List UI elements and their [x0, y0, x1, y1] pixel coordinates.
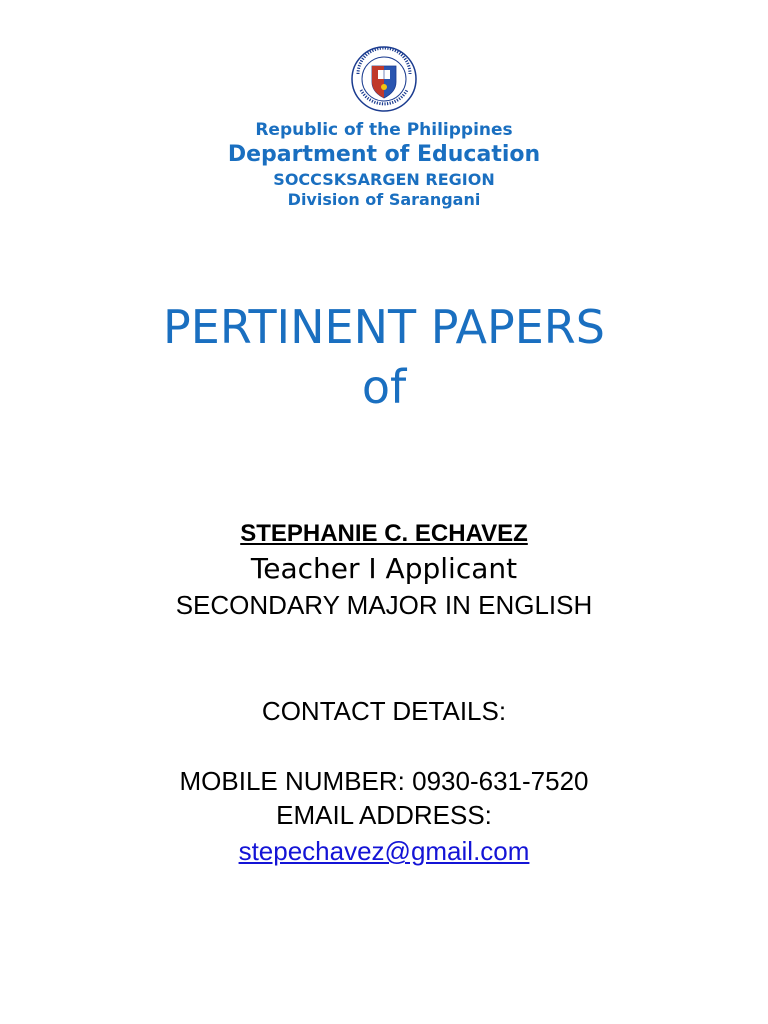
document-title: PERTINENT PAPERS	[163, 300, 605, 354]
division-header: Division of Sarangani	[287, 190, 481, 209]
region-header: SOCCSKSARGEN REGION	[273, 170, 495, 189]
email-label: EMAIL ADDRESS:	[276, 800, 492, 830]
republic-header: Republic of the Philippines	[255, 120, 513, 140]
contact-heading: CONTACT DETAILS:	[261, 696, 507, 726]
deped-seal-logo	[341, 46, 427, 112]
applicant-name: STEPHANIE C. ECHAVEZ	[240, 520, 528, 547]
document-title-of: of	[361, 360, 407, 414]
mobile-number: MOBILE NUMBER: 0930-631-7520	[179, 766, 589, 796]
email-line	[0, 836, 768, 867]
email-link[interactable]: stepechavez@gmail.com	[238, 836, 530, 866]
applicant-major: SECONDARY MAJOR IN ENGLISH	[175, 590, 593, 620]
applicant-position: Teacher I Applicant	[250, 552, 518, 585]
department-header: Department of Education	[227, 142, 541, 167]
